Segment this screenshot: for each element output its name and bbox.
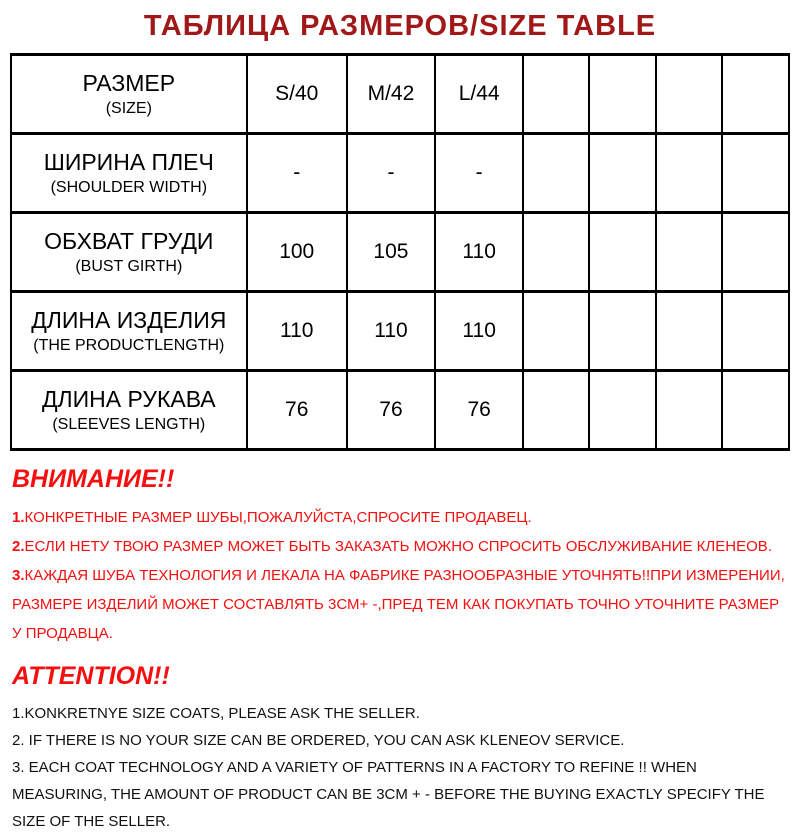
warning-heading-en: ATTENTION!! bbox=[12, 662, 170, 690]
empty-cell bbox=[722, 292, 789, 371]
row-sublabel: (SLEEVES LENGTH) bbox=[52, 416, 206, 434]
empty-cell bbox=[656, 55, 722, 134]
warning-item-ru-3 bbox=[12, 561, 790, 648]
value-cell: 110 bbox=[435, 213, 523, 292]
row-label: ДЛИНА ИЗДЕЛИЯ bbox=[31, 306, 227, 333]
warning-item-en-2: 2. IF THERE IS NO YOUR SIZE CAN BE ORDERED, YOU CAN ASK KLENEOV SERVICE. bbox=[12, 732, 625, 749]
item-text: КАЖДАЯ ШУБА ТЕХНОЛОГИЯ И ЛЕКАЛА НА ФАБРИКЕ РАЗНООБРАЗНЫЕ УТОЧНЯТЬ!!ПРИ ИЗМЕРЕНИИ, РАЗМЕРЕ ИЗДЕЛИЙ МОЖЕТ СОСТАВЛЯТЬ 3СМ+ -,ПРЕД ТЕМ КАК ПОКУПАТЬ ТОЧНО УТОЧНИТЕ РАЗМЕР У ПРОДАВЦА. bbox=[12, 567, 785, 642]
value-cell: 76 bbox=[247, 371, 347, 450]
value-cell: 110 bbox=[347, 292, 435, 371]
empty-cell bbox=[523, 371, 589, 450]
warning-item-en-1: 1.KONKRETNYE SIZE COATS, PLEASE ASK THE SELLER. bbox=[12, 705, 420, 722]
empty-cell bbox=[523, 213, 589, 292]
row-sublabel: (BUST GIRTH) bbox=[75, 258, 183, 276]
empty-cell bbox=[523, 292, 589, 371]
size-table bbox=[10, 53, 790, 451]
item-number: 1. bbox=[12, 509, 25, 526]
empty-cell bbox=[589, 292, 655, 371]
empty-cell bbox=[589, 134, 655, 213]
table-row-size bbox=[11, 55, 789, 134]
empty-cell bbox=[722, 134, 789, 213]
page-title: ТАБЛИЦА РАЗМЕРОВ/SIZE TABLE bbox=[143, 10, 657, 42]
row-header-cell bbox=[11, 134, 247, 213]
row-label: РАЗМЕР bbox=[82, 69, 176, 96]
value-cell: 110 bbox=[435, 292, 523, 371]
item-text: КОНКРЕТНЫЕ РАЗМЕР ШУБЫ,ПОЖАЛУЙСТА,СПРОСИТЕ ПРОДАВЕЦ. bbox=[24, 509, 532, 526]
empty-cell bbox=[523, 55, 589, 134]
value-cell: 105 bbox=[347, 213, 435, 292]
item-text: ЕСЛИ НЕТУ ТВОЮ РАЗМЕР МОЖЕТ БЫТЬ ЗАКАЗАТЬ МОЖНО СПРОСИТЬ ОБСЛУЖИВАНИЕ КЛЕНЕОВ. bbox=[24, 538, 772, 555]
empty-cell bbox=[722, 55, 789, 134]
empty-cell bbox=[523, 134, 589, 213]
table-row-sleeves-length bbox=[11, 371, 789, 450]
item-number: 3. bbox=[12, 567, 25, 584]
value-cell: 110 bbox=[247, 292, 347, 371]
empty-cell bbox=[656, 134, 722, 213]
warning-item-en-3: 3. EACH COAT TECHNOLOGY AND A VARIETY OF PATTERNS IN A FACTORY TO REFINE !! WHEN MEASURING, THE AMOUNT OF PRODUCT CAN BE 3CM + - BEFORE THE BUYING EXACTLY SPECIFY THE SIZE OF THE SELLER. bbox=[12, 759, 765, 830]
row-label: ОБХВАТ ГРУДИ bbox=[44, 227, 214, 254]
size-cell: L/44 bbox=[435, 55, 523, 134]
empty-cell bbox=[656, 213, 722, 292]
size-cell: S/40 bbox=[247, 55, 347, 134]
empty-cell bbox=[589, 55, 655, 134]
row-sublabel: (SIZE) bbox=[105, 100, 152, 118]
row-header-cell bbox=[11, 292, 247, 371]
value-cell: 76 bbox=[435, 371, 523, 450]
row-header-cell bbox=[11, 55, 247, 134]
row-label: ДЛИНА РУКАВА bbox=[41, 385, 216, 412]
warning-item-ru-2 bbox=[12, 532, 790, 561]
row-sublabel: (THE PRODUCTLENGTH) bbox=[33, 337, 225, 355]
table-row-shoulder-width bbox=[11, 134, 789, 213]
empty-cell bbox=[656, 292, 722, 371]
size-cell: M/42 bbox=[347, 55, 435, 134]
warning-heading-ru: ВНИМАНИЕ!! bbox=[12, 465, 175, 493]
table-row-bust-girth bbox=[11, 213, 789, 292]
value-cell: - bbox=[347, 134, 435, 213]
item-number: 2. bbox=[12, 538, 25, 555]
row-sublabel: (SHOULDER WIDTH) bbox=[50, 179, 208, 197]
empty-cell bbox=[589, 213, 655, 292]
row-label: ШИРИНА ПЛЕЧ bbox=[43, 148, 214, 175]
row-header-cell bbox=[11, 371, 247, 450]
value-cell: - bbox=[247, 134, 347, 213]
empty-cell bbox=[722, 213, 789, 292]
value-cell: 76 bbox=[347, 371, 435, 450]
warning-item-ru-1 bbox=[12, 503, 790, 532]
empty-cell bbox=[656, 371, 722, 450]
table-row-product-length bbox=[11, 292, 789, 371]
empty-cell bbox=[722, 371, 789, 450]
row-header-cell bbox=[11, 213, 247, 292]
empty-cell bbox=[589, 371, 655, 450]
value-cell: - bbox=[435, 134, 523, 213]
value-cell: 100 bbox=[247, 213, 347, 292]
